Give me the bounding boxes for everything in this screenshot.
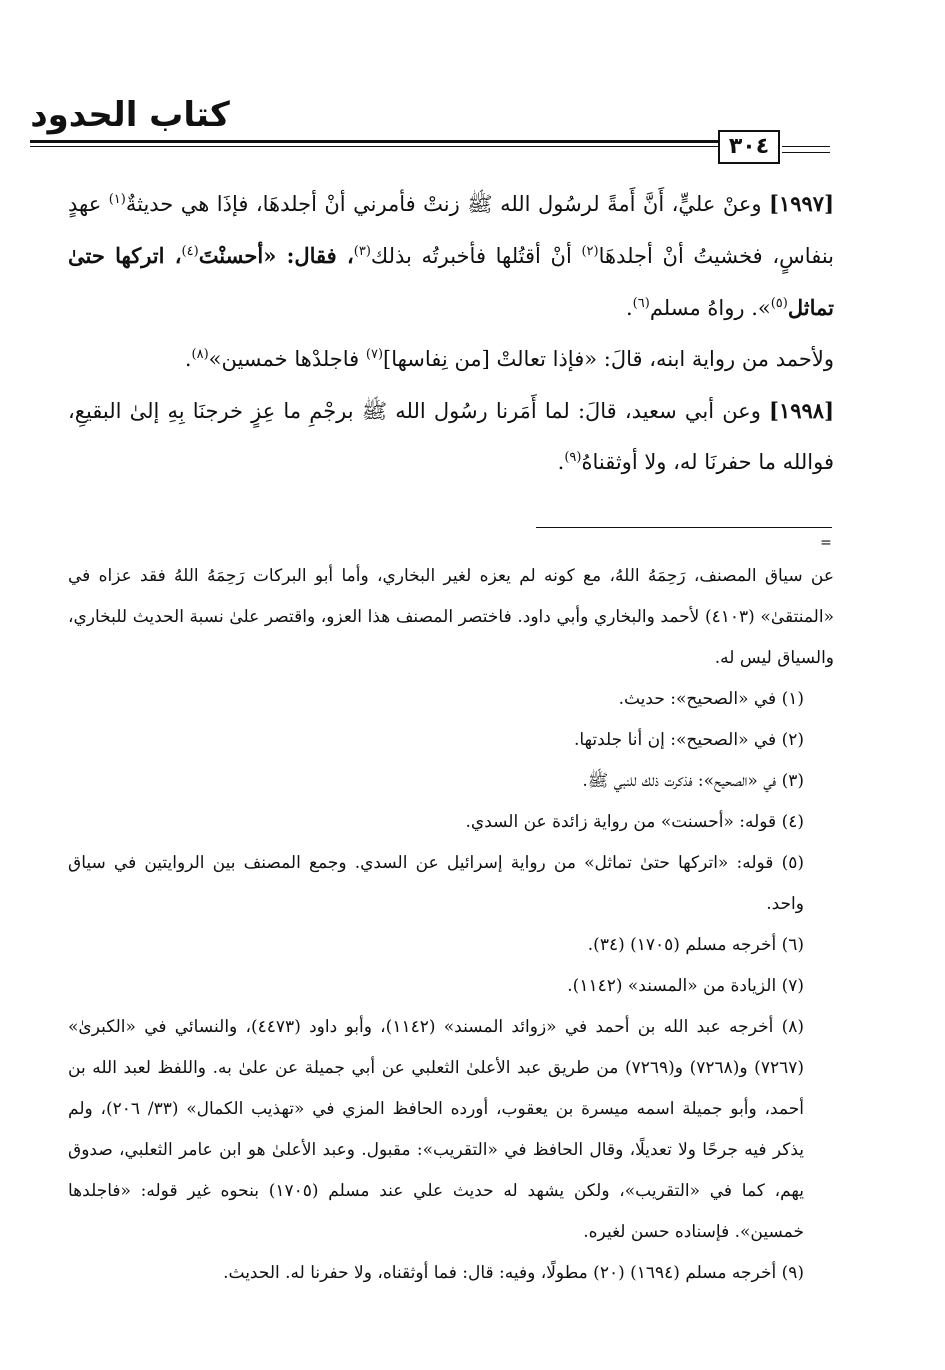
- footnote-ref[interactable]: (٥): [770, 296, 788, 311]
- footnote-ref[interactable]: (٤): [181, 244, 199, 259]
- footnote-ref[interactable]: (٣): [353, 244, 371, 259]
- footnote-ref[interactable]: (٩): [564, 450, 582, 465]
- footnote-ref[interactable]: (٨): [191, 347, 209, 362]
- footnote-separator: [536, 527, 832, 528]
- header-rule: [30, 146, 720, 147]
- hadith-number: [١٩٩٧]: [769, 191, 834, 216]
- footnote-5: (٥) قوله: «اتركها حتىٰ تماثل» من رواية إسرائيل عن السدي. وجمع المصنف بين الروايتين في سياق واحد.: [68, 853, 804, 914]
- hadith-1997: [68, 178, 834, 334]
- ahmad-narration: [68, 334, 834, 385]
- footnote-3: (٣) في «الصحيح»: فذكرت ذلك للنبي ﷺ.: [582, 771, 804, 791]
- text-segment: ». رواهُ مسلم: [649, 296, 771, 320]
- text-segment: ، اتركها حتىٰ تماثل: [68, 243, 834, 320]
- text-segment: .: [184, 347, 192, 371]
- text-segment: عهدٍ بنفاسٍ، فخشيتُ أنْ أجلدهَا: [68, 192, 834, 268]
- text-segment: .: [557, 450, 565, 474]
- text-segment: وعن أبي سعيد، قالَ: لما أَمَرنا رسُول الله ﷺ برجْمِ ما عِزٍ خرجنَا بِهِ إلىٰ البقيعِ، فوالله ما حفرنَا له، ولا أوثقناهُ: [68, 399, 834, 474]
- footnotes: [68, 556, 834, 1294]
- page-number: ٣٠٤: [718, 130, 780, 164]
- footnote-1: (١) في «الصحيح»: حديث.: [618, 689, 804, 709]
- text-segment: ، فقال: «أحسنْتَ: [198, 243, 354, 268]
- hadith-1998: [68, 385, 834, 488]
- footnote-continued: عن سياق المصنف، رَحِمَهُ اللهُ، مع كونه لم يعزه لغير البخاري، وأما أبو البركات رَحِمَهُ اللهُ فقد عزاه في «المنتقىٰ» (٤١٠٣) لأحمد والبخاري وأبي داود. فاختصر المصنف هذا العزو، واقتصر علىٰ نسبة الحديث للبخاري، والسياق ليس له.: [68, 566, 834, 668]
- footnote-ref[interactable]: (٢): [581, 244, 599, 259]
- footnote-ref[interactable]: (٧): [365, 347, 384, 362]
- header-rule: [782, 152, 830, 153]
- footnote-7: (٧) الزيادة من «المسند» (١١٤٢).: [567, 976, 804, 996]
- main-text: [68, 178, 834, 488]
- header-rule: [30, 140, 720, 143]
- footnote-2: (٢) في «الصحيح»: إن أنا جلدتها.: [573, 730, 804, 750]
- text-segment: وعنْ عليٍّ، أَنَّ أَمةً لرسُول الله ﷺ زنتْ فأمرني أنْ أجلدهَا، فإذَا هي حديثةٌ: [125, 192, 762, 216]
- footnote-9: (٩) أخرجه مسلم (١٦٩٤) (٢٠) مطولًا، وفيه: قال: فما أوثقناه، ولا حفرنا له. الحديث.: [223, 1263, 804, 1283]
- text-segment: أنْ أقتُلها فأخبرتُه بذلك: [370, 244, 582, 268]
- continuation-mark: =: [820, 535, 832, 551]
- running-header-title: كتاب الحدود: [30, 95, 230, 135]
- footnote-8: (٨) أخرجه عبد الله بن أحمد في «زوائد المسند» (١١٤٢)، وأبو داود (٤٤٧٣)، والنسائي في «الكبرىٰ» (٧٢٦٧) و(٧٢٦٨) و(٧٢٦٩) من طريق عبد الأعلىٰ الثعلبي عن أبي جميلة عن علىٰ به. واللفظ لعبد الله بن أحمد، وأبو جميلة اسمه ميسرة بن يعقوب، أورده الحافظ المزي في «تهذيب الكمال» (٣٣/ ٢٠٦)، ولم يذكر فيه جرحًا ولا تعديلًا، وقال الحافظ في «التقريب»: مقبول. وعبد الأعلىٰ هو ابن عامر الثعلبي، صدوق يهم، كما في «التقريب»، ولكن يشهد له حديث علي عند مسلم (١٧٠٥) بنحوه غير قوله: «فاجلدها خمسين». فإسناده حسن لغيره.: [68, 1017, 804, 1242]
- hadith-number: [١٩٩٨]: [769, 398, 834, 423]
- text-segment: .: [625, 296, 633, 320]
- footnote-6: (٦) أخرجه مسلم (١٧٠٥) (٣٤).: [587, 935, 804, 955]
- footnote-ref[interactable]: (١): [108, 192, 126, 207]
- footnote-4: (٤) قوله: «أحسنت» من رواية زائدة عن السدي.: [465, 812, 804, 832]
- text-segment: ولأحمد من رواية ابنه، قالَ: «فإذا تعالتْ [من نِفاسها]: [383, 347, 834, 371]
- header-rule: [782, 146, 830, 147]
- text-segment: فاجلدْها خمسين»: [208, 347, 366, 371]
- footnote-ref[interactable]: (٦): [632, 296, 650, 311]
